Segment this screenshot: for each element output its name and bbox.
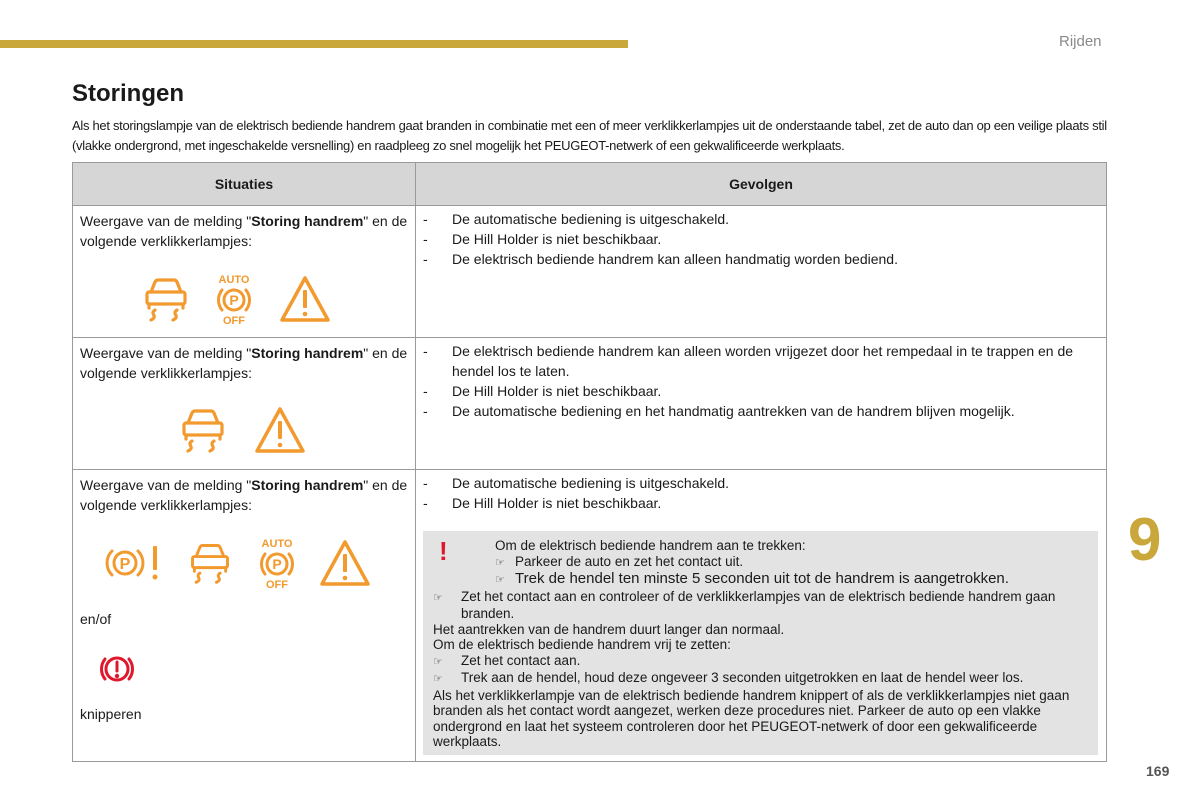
warning-triangle-icon (319, 539, 371, 587)
section-name: Rijden (1059, 33, 1102, 50)
consequence-item: - De Hill Holder is niet beschikbaar. (423, 381, 1098, 401)
fault-table (72, 162, 1107, 762)
note-bullet-text: Parkeer de auto en zet het contact uit. (515, 553, 744, 569)
brake-alert-light (97, 649, 415, 692)
note-bullet (433, 653, 1090, 671)
warning-triangle-icon (279, 275, 331, 323)
note-line: Als het verklikkerlampje van de elektrisch bediende handrem knippert of als de verklikkerlampjes niet gaan branden als het contact wordt aangezet, werken deze procedures niet. Parkeer de auto op een vlakke ondergrond en laat het systeem controleren door het PEUGEOT-netwerk of door een gekwalificeerde werkplaats. (433, 687, 1070, 749)
p-label: P (119, 556, 131, 573)
consequence-item: - De automatische bediening is uitgeschakeld. (423, 209, 1098, 229)
pointing-hand-icon: ☞ (433, 655, 443, 668)
auto-label: AUTO (261, 538, 293, 550)
note-line: Om de elektrisch bediende handrem aan te trekken: (495, 538, 806, 553)
intro-paragraph: Als het storingslampje van de elektrisch bediende handrem gaat branden in combinatie met een of meer verklikkerlampjes uit de onderstaande tabel, zet de auto dan op een veilige plaats stil (vlakke ondergrond, met ingeschakelde versnelling) en raadpleeg zo snel mogelijk het PEUGEOT-netwerk of een gekwalificeerde werkplaats. (72, 118, 1107, 153)
situation-text (73, 338, 415, 383)
consequence-list (416, 470, 1106, 513)
pointing-hand-icon: ☞ (433, 591, 443, 604)
situation-text-pre: Weergave van de melding " (80, 345, 252, 361)
situation-text-post: " en de volgende verklikkerlampjes: (80, 213, 408, 249)
note-bullet-text: Zet het contact aan. (461, 652, 581, 668)
situation-text (73, 206, 415, 251)
note-bullet (495, 554, 1090, 572)
situation-text-bold: Storing handrem (251, 345, 364, 361)
skid-icon (178, 405, 228, 455)
note-bullet (433, 589, 1090, 622)
consequence-item: - De Hill Holder is niet beschikbaar. (423, 229, 1098, 249)
consequence-cell (416, 338, 1107, 470)
skid-icon (187, 538, 233, 588)
situation-text (73, 470, 415, 515)
table-row (73, 470, 1107, 762)
warning-triangle-icon (254, 406, 306, 454)
skid-icon (141, 274, 191, 324)
note-line: Om de elektrisch bediende handrem vrij te zetten: (433, 637, 731, 652)
situation-cell (73, 206, 416, 338)
auto-p-off-icon (255, 537, 299, 589)
header-accent-bar (0, 40, 628, 48)
and-or-label: en/of (80, 611, 112, 627)
situation-text-post: " en de volgende verklikkerlampjes: (80, 345, 408, 381)
auto-p-off-icon (211, 273, 257, 325)
warning-lights (101, 537, 415, 589)
pointing-hand-icon: ☞ (495, 574, 505, 586)
column-header-gevolgen: Gevolgen (416, 163, 1107, 206)
note-head (433, 538, 1090, 589)
table-row (73, 206, 1107, 338)
situation-text-pre: Weergave van de melding " (80, 477, 252, 493)
table-row (73, 338, 1107, 470)
page-title: Storingen (72, 80, 184, 107)
note-bullet-text: Zet het contact aan en controleer of de verklikkerlampjes van de elektrisch bediende handrem gaan branden. (461, 588, 1056, 621)
column-header-situaties: Situaties (73, 163, 416, 206)
p-label: P (229, 292, 239, 308)
page-number: 169 (1146, 763, 1170, 779)
chapter-number: 9 (1128, 506, 1162, 573)
consequence-cell (416, 206, 1107, 338)
warning-lights (141, 273, 415, 325)
consequence-item: - De elektrisch bediende handrem kan alleen handmatig worden bediend. (423, 249, 1098, 269)
situation-text-pre: Weergave van de melding " (80, 213, 252, 229)
situation-text-bold: Storing handrem (251, 477, 364, 493)
note-bullet-text: Trek de hendel ten minste 5 seconden uit tot de handrem is aangetrokken. (515, 570, 1009, 587)
situation-cell (73, 470, 416, 762)
consequence-item: - De automatische bediening is uitgeschakeld. (423, 473, 1098, 493)
situation-text-post: " en de volgende verklikkerlampjes: (80, 477, 408, 513)
brake-alert-icon (97, 649, 137, 689)
pointing-hand-icon: ☞ (495, 556, 505, 569)
situation-cell (73, 338, 416, 470)
consequence-list (416, 338, 1106, 421)
consequence-item: - De elektrisch bediende handrem kan alleen worden vrijgezet door het rempedaal in te trappen en de hendel los te laten. (423, 341, 1098, 381)
p-label: P (272, 556, 282, 572)
note-box (423, 531, 1098, 755)
note-line: Het aantrekken van de handrem duurt langer dan normaal. (433, 621, 785, 637)
p-fault-icon (101, 541, 165, 585)
exclamation-icon: ! (439, 536, 448, 566)
auto-label: AUTO (218, 274, 250, 286)
situation-text-bold: Storing handrem (251, 213, 364, 229)
note-bullet-text: Trek aan de hendel, houd deze ongeveer 3 seconden uitgetrokken en laat de hendel weer los. (461, 670, 1024, 685)
consequence-item: - De automatische bediening en het handmatig aantrekken van de handrem blijven mogelijk. (423, 401, 1098, 421)
pointing-hand-icon: ☞ (433, 673, 443, 685)
consequence-cell (416, 470, 1107, 762)
note-bullet (495, 571, 1090, 589)
consequence-item: - De Hill Holder is niet beschikbaar. (423, 493, 1098, 513)
off-label: OFF (266, 579, 288, 589)
warning-lights (178, 405, 415, 455)
off-label: OFF (223, 315, 245, 325)
consequence-list (416, 206, 1106, 269)
blink-label: knipperen (80, 706, 142, 722)
note-bullet (433, 670, 1090, 688)
